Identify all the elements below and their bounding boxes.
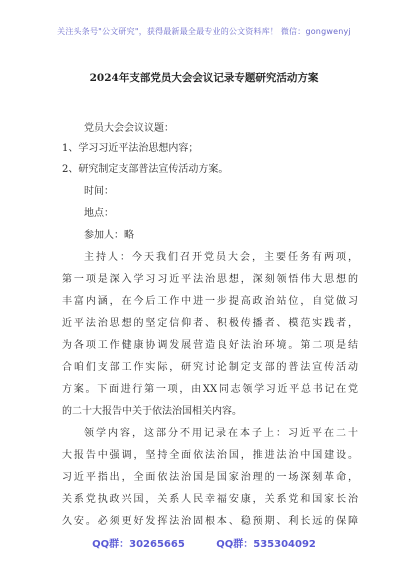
- paragraph-line: 方案。下面进行第一项，由XX同志领学习近平总书记在党: [62, 384, 358, 395]
- document-title: 2024年支部党员大会会议记录专题研究活动方案: [89, 72, 319, 84]
- paragraph-line: 近平法治思想的坚定信仰者、积极传播者、模范实践者，: [62, 318, 358, 329]
- paragraph-line: 久安。必须更好发挥法治固根本、稳预期、利长远的保障: [62, 516, 358, 527]
- location-label: 地点：: [84, 208, 114, 219]
- agenda-item-2: 2、研究制定支部普法宣传活动方案。: [62, 164, 229, 175]
- attendees-label: 参加人：略: [84, 230, 134, 241]
- paragraph-line: 第一项是深入学习习近平法治思想，深刻领悟伟大思想的: [62, 274, 358, 285]
- time-label: 时间：: [84, 186, 114, 197]
- paragraph-line: 关系党执政兴国，关系人民幸福安康，关系党和国家长治: [62, 494, 358, 505]
- qq-group-2: QQ群：535304092: [216, 539, 316, 550]
- paragraph-line: 为各项工作健康协调发展营造良好法治环境。第二项是结: [62, 340, 358, 351]
- paragraph-line: 习近平指出，全面依法治国是国家治理的一场深刻革命，: [62, 472, 358, 483]
- paragraph-line: 大报告中强调，坚持全面依法治国，推进法治中国建设。: [62, 450, 358, 461]
- paragraph-line: 丰富内涵，在今后工作中进一步提高政治站位，自觉做习: [62, 296, 358, 307]
- paragraph-line: 主持人：今天我们召开党员大会，主要任务有两项，: [84, 252, 358, 263]
- footer-qq-groups: [0, 535, 408, 550]
- qq-group-1: QQ群：30265665: [92, 539, 185, 550]
- paragraph-line: 的二十大报告中关于依法治国相关内容。: [62, 406, 242, 417]
- paragraph-line: 合咱们支部工作实际，研究讨论制定支部的普法宣传活动: [62, 362, 358, 373]
- header-banner: 关注头条号"公文研究"，获得最新最全最专业的公文资料库！ 微信：gongwenyj: [57, 27, 351, 36]
- agenda-heading: 党员大会会议议题：: [84, 123, 174, 134]
- agenda-item-1: 1、学习习近平法治思想内容；: [62, 143, 199, 154]
- paragraph-line: 领学内容，这部分不用记录在本子上：习近平在二十: [84, 428, 358, 439]
